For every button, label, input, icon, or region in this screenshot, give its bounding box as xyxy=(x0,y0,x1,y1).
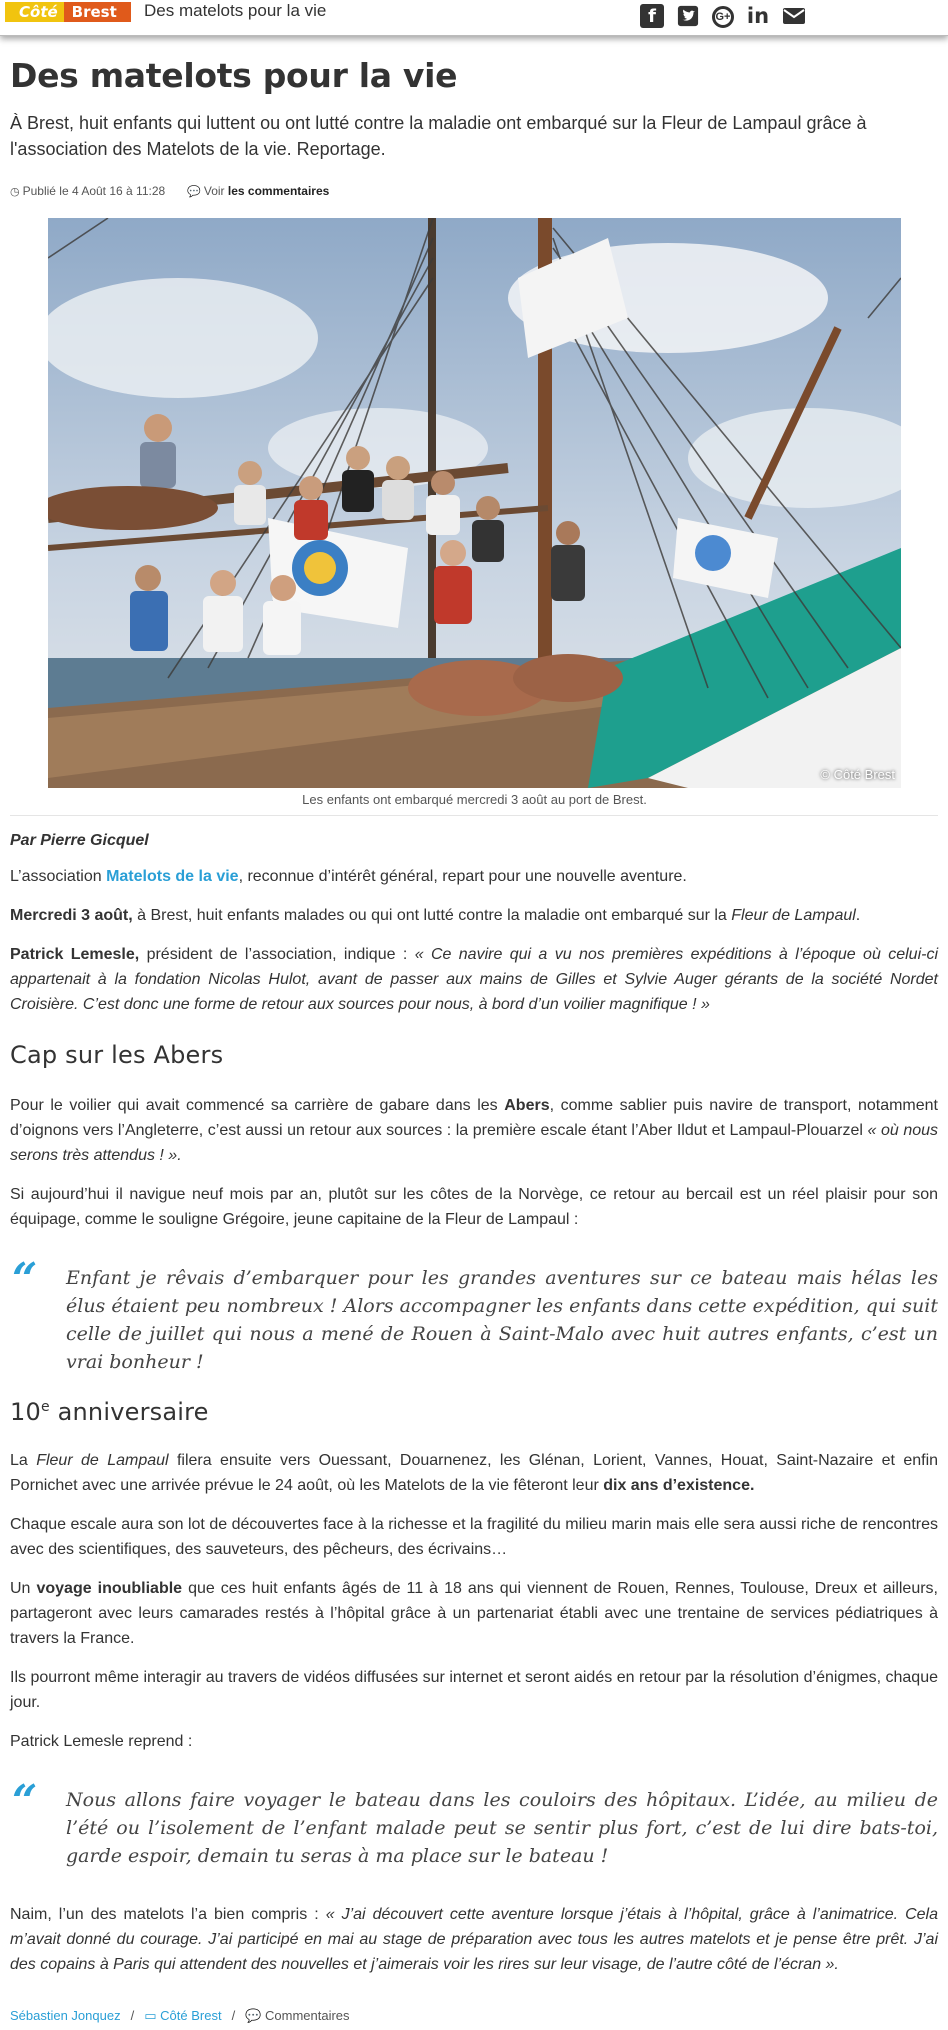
p8-bold: voyage inoubliable xyxy=(36,1580,183,1597)
mail-icon[interactable] xyxy=(782,4,806,28)
anniversary-suffix: e xyxy=(40,1399,50,1415)
paragraph-1 xyxy=(10,864,938,889)
anniversary-number: 10 xyxy=(10,1398,41,1426)
publish-date: Publié le 4 Août 16 à 11:28 xyxy=(22,184,166,198)
social-share xyxy=(640,4,806,28)
top-bar xyxy=(0,0,948,36)
quote-mark-icon: “ xyxy=(12,1254,38,1305)
article-footer xyxy=(10,2008,350,2024)
p8-text-b: que ces huit enfants âgés de 11 à 18 ans qui viennent de Rouen, Rennes, Toulouse, Dreux et ailleurs, partageront avec leurs camarades restés à l’hôpital grâce à un partenariat établi avec une trentaine de services pédiatriques à travers la France. xyxy=(10,1580,938,1647)
site-icon: ▭ xyxy=(144,2008,157,2023)
comment-icon: 💬 xyxy=(187,186,201,198)
paragraph-6 xyxy=(10,1448,938,1498)
p6-text-a: La xyxy=(10,1452,37,1469)
logo-cote: Côté xyxy=(5,2,64,22)
p8-text-a: Un xyxy=(10,1580,37,1597)
paragraph-3 xyxy=(10,942,938,1017)
twitter-icon[interactable] xyxy=(676,4,700,28)
blockquote-1 xyxy=(10,1254,938,1376)
p2-boat-name: Fleur de Lampaul xyxy=(731,907,856,924)
site-logo[interactable] xyxy=(5,2,131,22)
p2-date: Mercredi 3 août, xyxy=(10,907,133,924)
p11-quote: « J’ai découvert cette aventure lorsque j’étais à l’hôpital, grâce à l’animatrice. Cela m’avait donné du courage. J’ai participé en mai au stage de préparation avec tous les autres matelots et je pense être prêt. J’ai des copains à Paris qui attendent des nouvelles et j’aimerais voir les rires sur leur visage, de l’autre côté de l’écran ». xyxy=(10,1906,939,1973)
p4-abers: Abers xyxy=(504,1097,550,1114)
quote-mark-icon: “ xyxy=(12,1776,38,1827)
blockquote-2 xyxy=(10,1776,938,1870)
photo-credit: © Côté Brest xyxy=(820,767,895,782)
divider xyxy=(10,815,938,816)
paragraph-7: Chaque escale aura son lot de découvertes face à la richesse et la fragilité du milieu marin mais elle sera aussi riche de rencontres avec des scientifiques, des sauveteurs, des pêcheurs, des écrivains… xyxy=(10,1516,938,1558)
publish-info xyxy=(10,184,165,198)
anniversary-text: anniversaire xyxy=(49,1398,209,1426)
comment-icon: 💬 xyxy=(245,2008,262,2023)
article-figure xyxy=(48,218,901,807)
p1-text-b: , reconnue d’intérêt général, repart pour une nouvelle aventure. xyxy=(238,868,687,885)
article-title: Des matelots pour la vie xyxy=(10,56,458,95)
article-lead: À Brest, huit enfants qui luttent ou ont lutté contre la maladie ont embarqué sur la Fleur de Lampaul grâce à l'association des Matelots de la vie. Reportage. xyxy=(10,113,867,159)
quote-2-text: Nous allons faire voyager le bateau dans les couloirs des hôpitaux. L’idée, au milieu de l’été ou l’isolement de l’enfant malade peut se sentir plus fort, c’est de lui dire bats-toi, garde espoir, demain tu seras à ma place sur le bateau ! xyxy=(66,1789,938,1867)
p3-text: président de l’association, indique : xyxy=(139,946,415,963)
google-plus-icon[interactable]: G+ xyxy=(712,6,734,28)
author-byline: Par Pierre Gicquel xyxy=(10,832,149,849)
paragraph-10: Patrick Lemesle reprend : xyxy=(10,1733,193,1750)
clock-icon: ◷ xyxy=(10,186,20,198)
paragraph-11 xyxy=(10,1902,938,1977)
article-photo xyxy=(48,218,901,788)
p6-text-b: filera ensuite vers Ouessant, Douarnenez, les Glénan, Lorient, Vannes, Houat, Saint-Nazaire et enfin Pornichet avec une arrivée prévue le 24 août, où les Matelots de la vie fêteront leur xyxy=(10,1452,939,1494)
paragraph-4 xyxy=(10,1093,938,1168)
footer-site[interactable] xyxy=(144,2008,221,2024)
comments-prefix: Voir xyxy=(203,184,225,198)
article-meta xyxy=(10,184,938,198)
paragraph-8 xyxy=(10,1576,938,1651)
footer-comments[interactable] xyxy=(245,2008,349,2024)
paragraph-5: Si aujourd’hui il navigue neuf mois par an, plutôt sur les côtes de la Norvège, ce retour au bercail est un réel plaisir pour son équipage, comme le souligne Grégoire, jeune capitaine de la Fleur de Lampaul : xyxy=(10,1186,938,1228)
linkedin-icon[interactable]: in xyxy=(746,4,770,28)
comments-info[interactable] xyxy=(187,184,329,198)
article xyxy=(10,56,938,1977)
footer-comments-link[interactable]: Commentaires xyxy=(265,2008,350,2023)
p3-name: Patrick Lemesle, xyxy=(10,946,140,963)
photo-caption: Les enfants ont embarqué mercredi 3 août au port de Brest. xyxy=(302,792,647,807)
p2-text: à Brest, huit enfants malades ou qui ont lutté contre la maladie ont embarqué sur la xyxy=(132,907,732,924)
p4-text-b: , comme sablier puis navire de transport, notamment d’oignons vers l’Angleterre, c’est aussi un retour aux sources : la première escale étant l’Aber Ildut et Lampaul-Plouarzel xyxy=(10,1097,938,1139)
p6-bold: dix ans d’existence. xyxy=(603,1477,755,1494)
p2-end: . xyxy=(855,907,861,924)
topbar-title: Des matelots pour la vie xyxy=(144,1,327,20)
footer-author-link[interactable]: Sébastien Jonquez xyxy=(10,2008,121,2023)
footer-site-link[interactable]: Côté Brest xyxy=(160,2008,222,2023)
comments-link[interactable]: les commentaires xyxy=(227,184,330,198)
logo-brest: Brest xyxy=(64,2,131,22)
p6-boat-name: Fleur de Lampaul xyxy=(36,1452,169,1469)
footer-separator: / xyxy=(231,2008,236,2023)
paragraph-9: Ils pourront même interagir au travers de vidéos diffusées sur internet et seront aidés en retour par la résolution d’énigmes, chaque jour. xyxy=(10,1669,938,1711)
p4-text-a: Pour le voilier qui avait commencé sa carrière de gabare dans les xyxy=(10,1097,505,1114)
association-link[interactable]: Matelots de la vie xyxy=(106,868,239,885)
p1-text-a: L’association xyxy=(10,868,107,885)
quote-1-text: Enfant je rêvais d’embarquer pour les grandes aventures sur ce bateau mais hélas les élus étaient peu nombreux ! Alors accompagner les enfants dans cette expédition, qui suit celle de juillet qui nous a mené de Rouen à Saint-Malo avec huit autres enfants, c’est un vrai bonheur ! xyxy=(66,1267,938,1373)
subheading-anniversaire xyxy=(10,1398,938,1426)
p11-text: Naim, l’un des matelots l’a bien compris : xyxy=(10,1906,326,1923)
p3-quote: « Ce navire qui a vu nos premières expéditions à l’époque où celui-ci appartenait à la fondation Nicolas Hulot, avant de passer aux mains de Gilles et Sylvie Auger gérants de la société Nordet Croisière. C’est donc une forme de retour aux sources pour nous, à bord d’un voilier magnifique ! » xyxy=(10,946,939,1013)
facebook-icon[interactable]: f xyxy=(640,4,664,28)
footer-separator: / xyxy=(130,2008,135,2023)
p4-quote: « où nous serons très attendus ! ». xyxy=(10,1122,939,1164)
boat-photo-illustration xyxy=(48,218,901,788)
paragraph-2 xyxy=(10,903,938,928)
subheading-cap-sur-les-abers: Cap sur les Abers xyxy=(10,1041,224,1069)
